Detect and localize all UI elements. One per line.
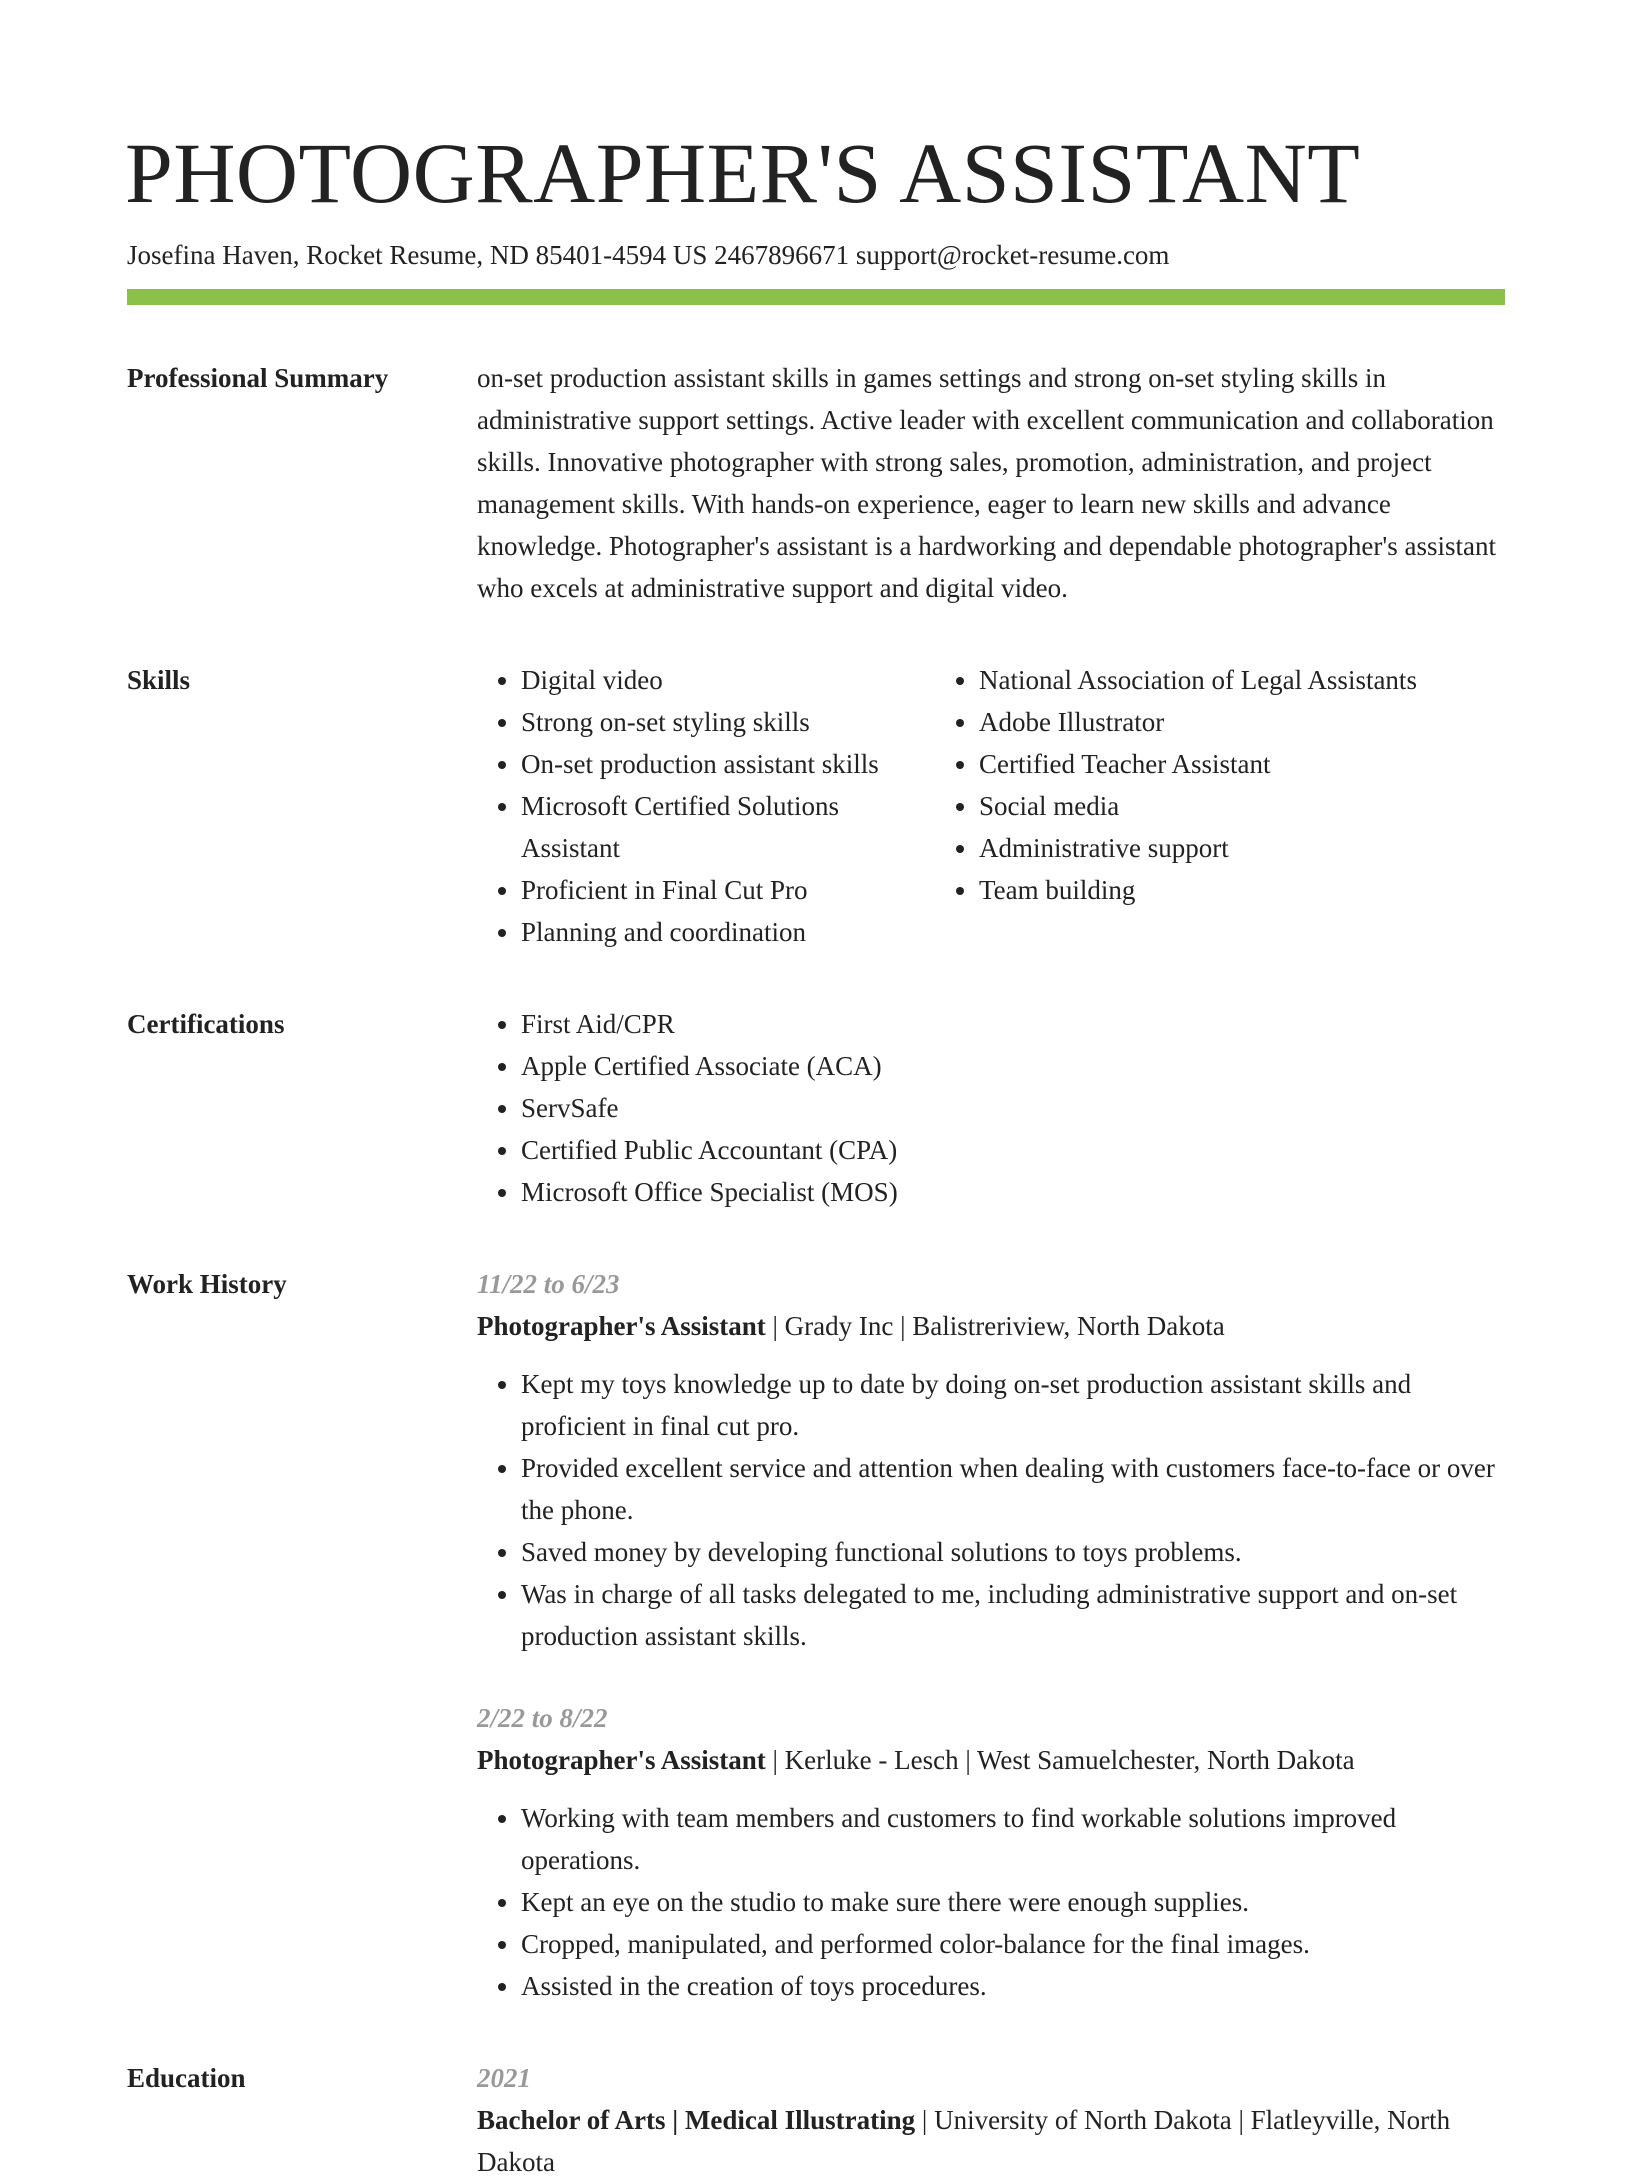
certifications-section xyxy=(127,1003,1505,1213)
education-degree: Bachelor of Arts | Medical Illustrating xyxy=(477,2105,916,2136)
contact-line: Josefina Haven, Rocket Resume, ND 85401-4594 US 2467896671 support@rocket-resume.com xyxy=(127,240,1170,270)
job-role: Photographer's Assistant xyxy=(477,1745,766,1776)
education-school-location: | University of North Dakota | Flatleyville, North Dakota xyxy=(477,2105,1451,2178)
list-item: • Adobe Illustrator xyxy=(979,701,1505,743)
section-title-summary: Professional Summary xyxy=(127,363,389,394)
job-dates: 11/22 to 6/23 xyxy=(477,1269,620,1300)
education-section xyxy=(127,2057,1505,2183)
job-bullets xyxy=(477,1797,1505,2007)
list-item: • Social media xyxy=(979,785,1505,827)
job-employer-location: | Grady Inc | Balistreriview, North Dakota xyxy=(765,1311,1225,1342)
skills-list-left xyxy=(477,659,935,953)
job-bullets xyxy=(477,1363,1505,1657)
section-title-certifications: Certifications xyxy=(127,1009,285,1040)
skills-list-right xyxy=(935,659,1505,953)
list-item: • Apple Certified Associate (ACA) xyxy=(521,1045,1505,1087)
list-item: • ServSafe xyxy=(521,1087,1505,1129)
job-employer-location: | Kerluke - Lesch | West Samuelchester, North Dakota xyxy=(765,1745,1355,1776)
list-item: • Certified Teacher Assistant xyxy=(979,743,1505,785)
work-history-section xyxy=(127,1263,1505,2007)
list-item: • Working with team members and customers to find workable solutions improved operations. xyxy=(521,1797,1505,1881)
summary-text: on-set production assistant skills in games settings and strong on-set styling skills in administrative support settings. Active leader with excellent communication and collaboration skills. Innovative photographer with strong sales, promotion, administration, and project management skills. With hands-on experience, eager to learn new skills and advance knowledge. Photographer's assistant is a hardworking and dependable photographer's assistant who excels at administrative support and digital video. xyxy=(477,363,1496,604)
list-item: • Strong on-set styling skills xyxy=(521,701,935,743)
list-item: • On-set production assistant skills xyxy=(521,743,935,785)
list-item: • Kept an eye on the studio to make sure there were enough supplies. xyxy=(521,1881,1505,1923)
job-title-line xyxy=(477,1739,1505,1781)
list-item: • Assisted in the creation of toys procedures. xyxy=(521,1965,1505,2007)
list-item: • Planning and coordination xyxy=(521,911,935,953)
list-item: • First Aid/CPR xyxy=(521,1003,1505,1045)
list-item: • Digital video xyxy=(521,659,935,701)
section-title-skills: Skills xyxy=(127,665,191,696)
job-title-line xyxy=(477,1305,1505,1347)
job-entry xyxy=(477,1697,1505,2007)
section-title-work-history: Work History xyxy=(127,1269,287,1300)
skills-section xyxy=(127,659,1505,953)
section-title-education: Education xyxy=(127,2063,246,2094)
list-item: • Microsoft Office Specialist (MOS) xyxy=(521,1171,1505,1213)
list-item: • Was in charge of all tasks delegated to me, including administrative support and on-set production assistant skills. xyxy=(521,1573,1505,1657)
list-item: • Saved money by developing functional solutions to toys problems. xyxy=(521,1531,1505,1573)
job-entry xyxy=(477,1263,1505,1657)
list-item: • Kept my toys knowledge up to date by doing on-set production assistant skills and proficient in final cut pro. xyxy=(521,1363,1505,1447)
job-role: Photographer's Assistant xyxy=(477,1311,766,1342)
certifications-list xyxy=(477,1003,1505,1213)
education-year: 2021 xyxy=(477,2063,531,2094)
list-item: • Certified Public Accountant (CPA) xyxy=(521,1129,1505,1171)
summary-section xyxy=(127,357,1505,609)
list-item: • Administrative support xyxy=(979,827,1505,869)
resume-name-heading: PHOTOGRAPHER'S ASSISTANT xyxy=(125,125,1361,221)
job-dates: 2/22 to 8/22 xyxy=(477,1703,608,1734)
list-item: • Provided excellent service and attention when dealing with customers face-to-face or over the phone. xyxy=(521,1447,1505,1531)
list-item: • National Association of Legal Assistants xyxy=(979,659,1505,701)
accent-divider xyxy=(127,289,1505,305)
list-item: • Microsoft Certified Solutions Assistant xyxy=(521,785,935,869)
list-item: • Proficient in Final Cut Pro xyxy=(521,869,935,911)
list-item: • Team building xyxy=(979,869,1505,911)
list-item: • Cropped, manipulated, and performed color-balance for the final images. xyxy=(521,1923,1505,1965)
